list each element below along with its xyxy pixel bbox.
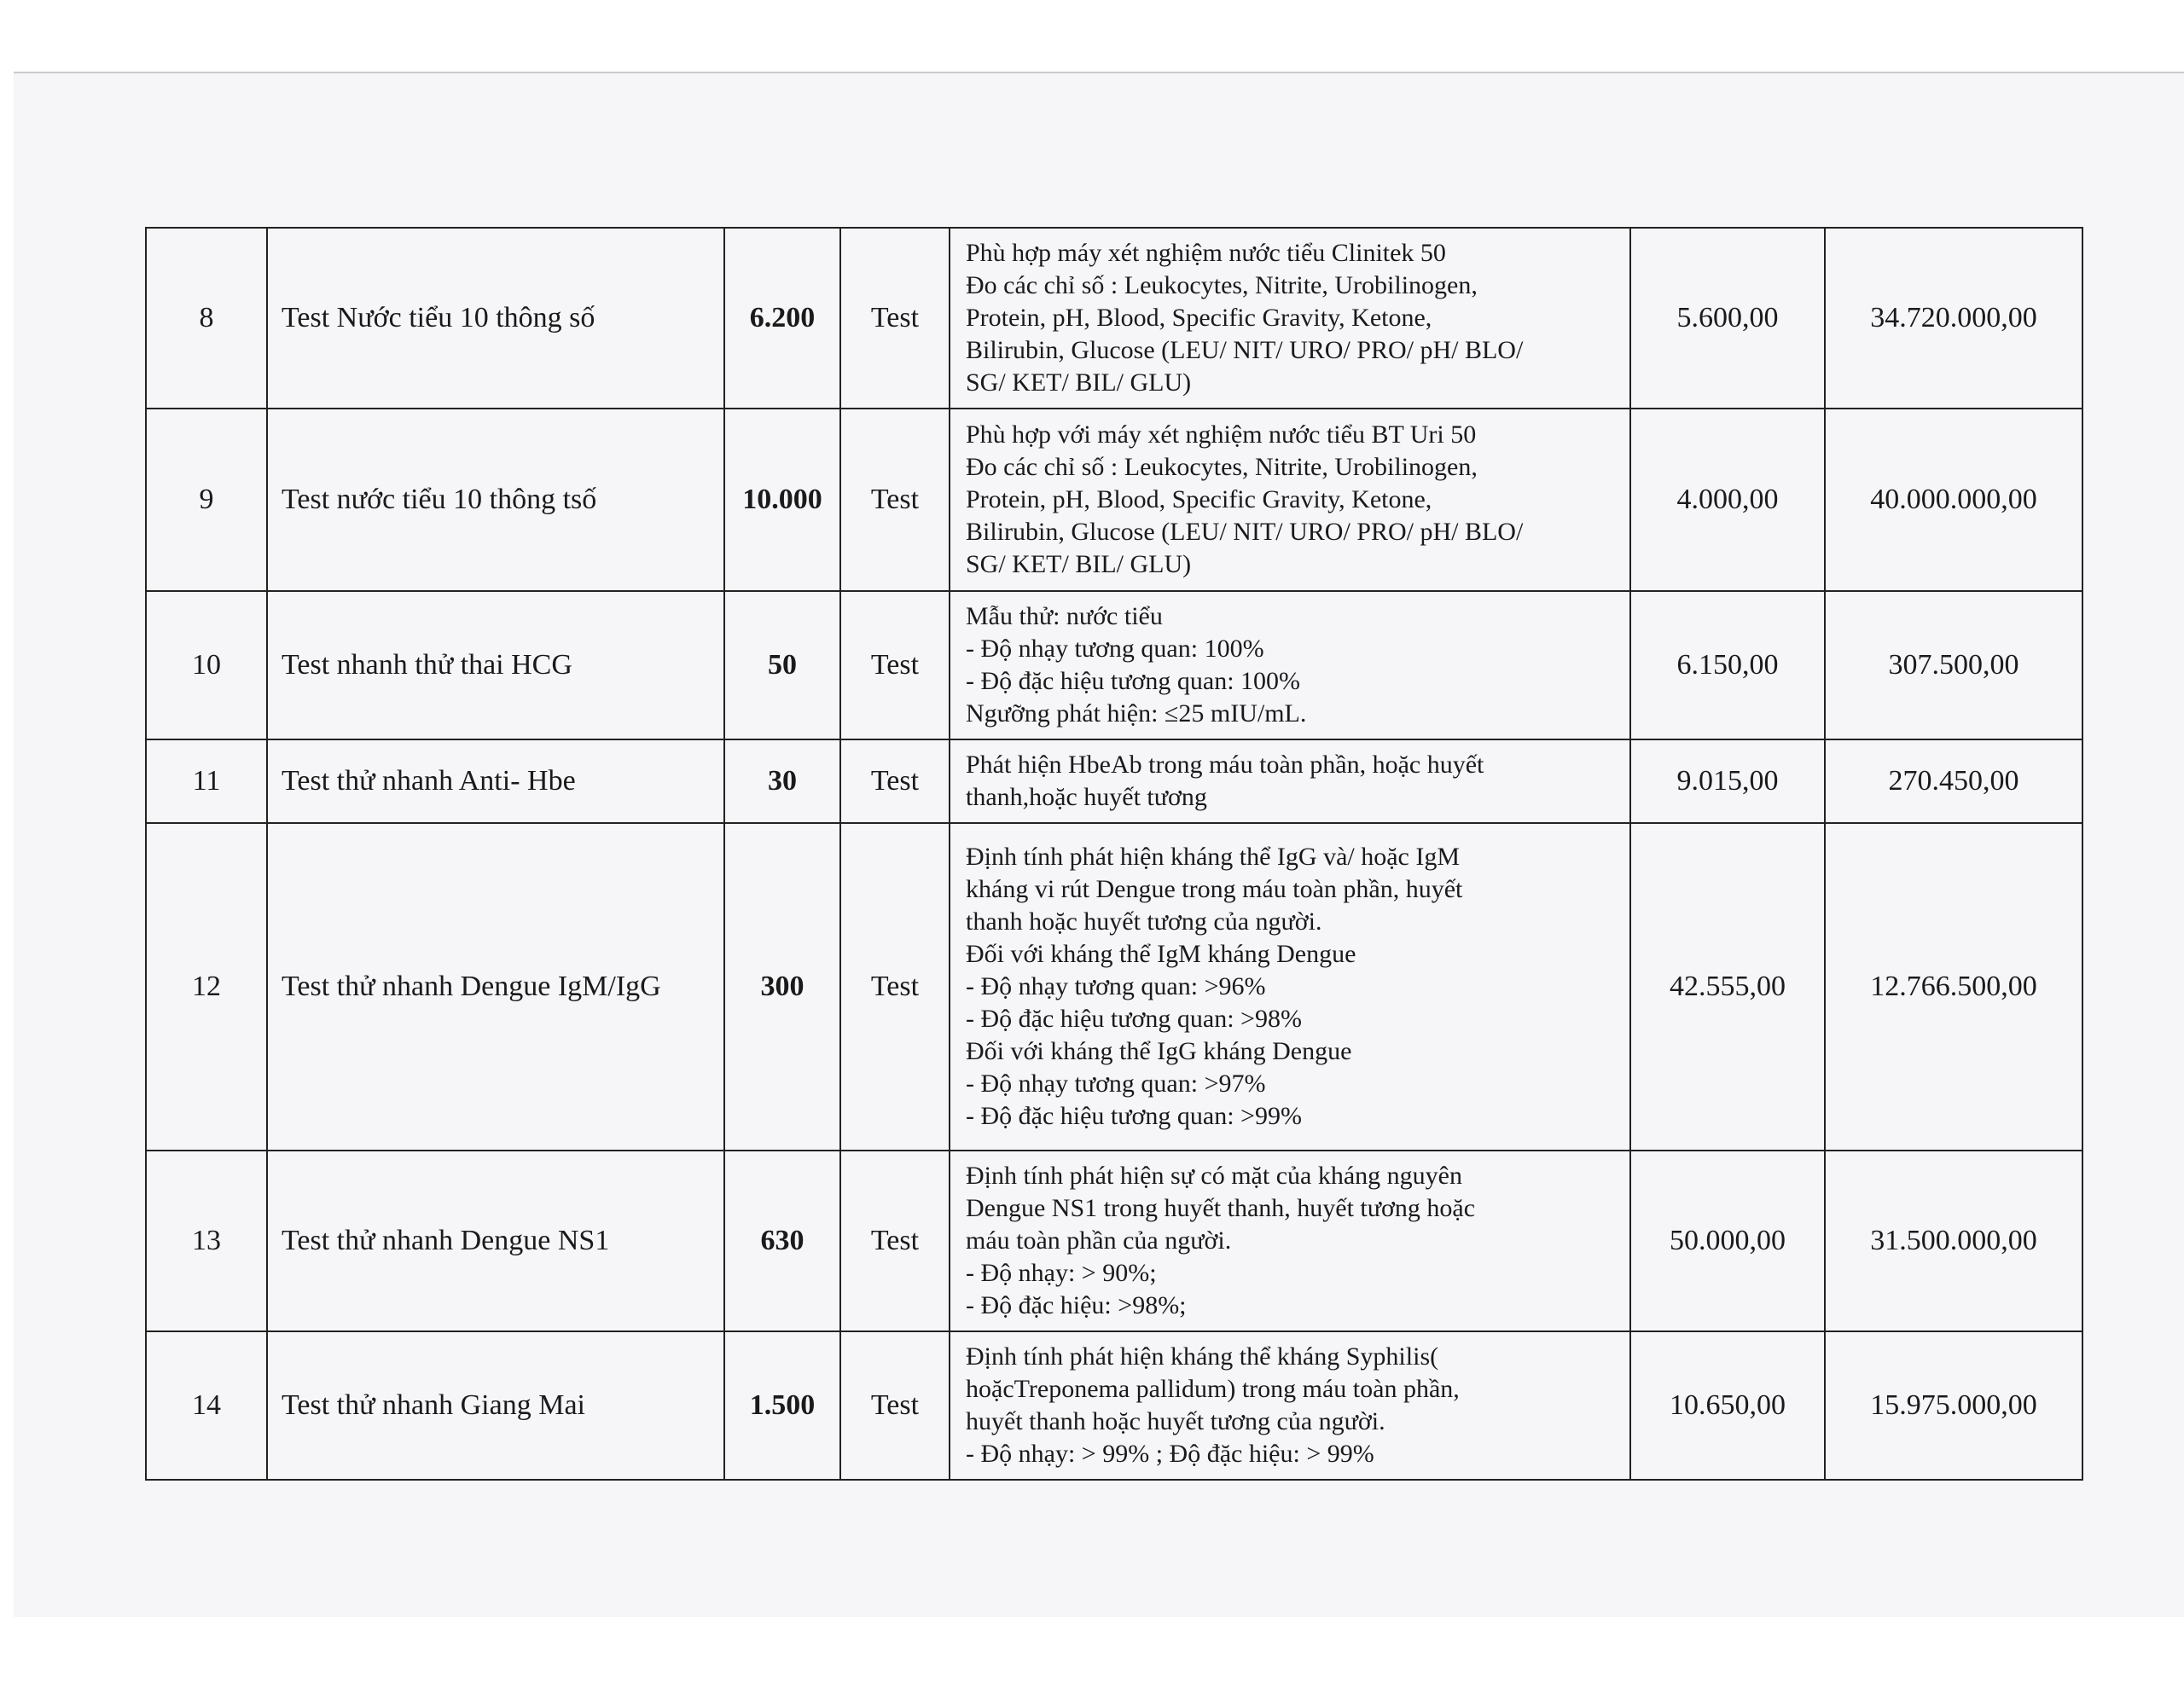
spec-line: Định tính phát hiện kháng thể IgG và/ hoặc IgM <box>966 843 1461 871</box>
row-number: 8 <box>146 228 267 409</box>
unit-price: 9.015,00 <box>1630 739 1825 823</box>
row-number: 14 <box>146 1331 267 1480</box>
quantity: 50 <box>724 591 840 739</box>
quantity: 30 <box>724 739 840 823</box>
unit: Test <box>840 1151 950 1331</box>
spec-line: - Độ đặc hiệu: >98%; <box>966 1291 1187 1319</box>
product-name: Test Nước tiểu 10 thông số <box>267 228 724 409</box>
product-name: Test nhanh thử thai HCG <box>267 591 724 739</box>
table-row <box>146 409 2082 591</box>
unit: Test <box>840 228 950 409</box>
product-spec-table <box>145 227 2083 1481</box>
spec-line: Bilirubin, Glucose (LEU/ NIT/ URO/ PRO/ pH/ BLO/ <box>966 336 1524 364</box>
spec-line: Đối với kháng thể IgM kháng Dengue <box>966 940 1356 968</box>
quantity: 10.000 <box>724 409 840 591</box>
spec-line: Định tính phát hiện sự có mặt của kháng nguyên <box>966 1162 1462 1190</box>
specification <box>950 1331 1630 1480</box>
spec-line: - Độ nhạy tương quan: >97% <box>966 1070 1266 1098</box>
spec-line: Ngưỡng phát hiện: ≤25 mIU/mL. <box>966 699 1307 728</box>
spec-line: Protein, pH, Blood, Specific Gravity, Ketone, <box>966 304 1432 332</box>
unit-price: 4.000,00 <box>1630 409 1825 591</box>
product-name: Test thử nhanh Dengue NS1 <box>267 1151 724 1331</box>
specification <box>950 823 1630 1151</box>
total-amount: 34.720.000,00 <box>1825 228 2082 409</box>
table-row <box>146 591 2082 739</box>
spec-line: - Độ đặc hiệu tương quan: >99% <box>966 1102 1302 1130</box>
spec-line: Dengue NS1 trong huyết thanh, huyết tương hoặc <box>966 1194 1476 1222</box>
unit-price: 6.150,00 <box>1630 591 1825 739</box>
unit-price: 42.555,00 <box>1630 823 1825 1151</box>
spec-line: - Độ nhạy tương quan: >96% <box>966 972 1266 1000</box>
total-amount: 12.766.500,00 <box>1825 823 2082 1151</box>
unit: Test <box>840 1331 950 1480</box>
unit-price: 10.650,00 <box>1630 1331 1825 1480</box>
product-name: Test nước tiểu 10 thông tsố <box>267 409 724 591</box>
unit-price: 5.600,00 <box>1630 228 1825 409</box>
spec-line: Bilirubin, Glucose (LEU/ NIT/ URO/ PRO/ pH/ BLO/ <box>966 518 1524 546</box>
spec-line: - Độ nhạy: > 99% ; Độ đặc hiệu: > 99% <box>966 1440 1374 1468</box>
table-row <box>146 1331 2082 1480</box>
spec-line: SG/ KET/ BIL/ GLU) <box>966 368 1192 397</box>
specification <box>950 591 1630 739</box>
total-amount: 307.500,00 <box>1825 591 2082 739</box>
spec-line: - Độ nhạy: > 90%; <box>966 1259 1157 1287</box>
spec-line: hoặcTreponema pallidum) trong máu toàn phần, <box>966 1375 1460 1403</box>
spec-line: kháng vi rút Dengue trong máu toàn phần, huyết <box>966 875 1463 903</box>
row-number: 12 <box>146 823 267 1151</box>
spec-line: máu toàn phần của người. <box>966 1226 1232 1255</box>
product-name: Test thử nhanh Giang Mai <box>267 1331 724 1480</box>
spec-line: thanh hoặc huyết tương của người. <box>966 907 1322 936</box>
total-amount: 270.450,00 <box>1825 739 2082 823</box>
specification <box>950 409 1630 591</box>
spec-line: Phù hợp với máy xét nghiệm nước tiểu BT Uri 50 <box>966 420 1477 449</box>
spec-line: Phù hợp máy xét nghiệm nước tiểu Clinitek 50 <box>966 239 1446 267</box>
total-amount: 40.000.000,00 <box>1825 409 2082 591</box>
spec-line: thanh,hoặc huyết tương <box>966 783 1207 811</box>
quantity: 1.500 <box>724 1331 840 1480</box>
unit: Test <box>840 591 950 739</box>
quantity: 300 <box>724 823 840 1151</box>
specification <box>950 1151 1630 1331</box>
spec-line: Định tính phát hiện kháng thể kháng Syphilis( <box>966 1342 1439 1371</box>
spec-line: - Độ nhạy tương quan: 100% <box>966 635 1264 663</box>
unit: Test <box>840 739 950 823</box>
table-row <box>146 1151 2082 1331</box>
row-number: 9 <box>146 409 267 591</box>
specification <box>950 739 1630 823</box>
spec-line: Protein, pH, Blood, Specific Gravity, Ketone, <box>966 485 1432 513</box>
product-name: Test thử nhanh Anti- Hbe <box>267 739 724 823</box>
row-number: 10 <box>146 591 267 739</box>
row-number: 13 <box>146 1151 267 1331</box>
total-amount: 31.500.000,00 <box>1825 1151 2082 1331</box>
spec-line: Mẫu thử: nước tiểu <box>966 602 1163 630</box>
spec-line: Đối với kháng thể IgG kháng Dengue <box>966 1037 1352 1065</box>
product-name: Test thử nhanh Dengue IgM/IgG <box>267 823 724 1151</box>
spec-line: huyết thanh hoặc huyết tương của người. <box>966 1407 1385 1435</box>
specification <box>950 228 1630 409</box>
quantity: 630 <box>724 1151 840 1331</box>
table-row <box>146 739 2082 823</box>
spec-line: - Độ đặc hiệu tương quan: 100% <box>966 667 1301 695</box>
quantity: 6.200 <box>724 228 840 409</box>
unit: Test <box>840 409 950 591</box>
unit-price: 50.000,00 <box>1630 1151 1825 1331</box>
table-row <box>146 228 2082 409</box>
spec-line: - Độ đặc hiệu tương quan: >98% <box>966 1005 1302 1033</box>
unit: Test <box>840 823 950 1151</box>
spec-line: Đo các chỉ số : Leukocytes, Nitrite, Urobilinogen, <box>966 271 1478 299</box>
spec-line: SG/ KET/ BIL/ GLU) <box>966 550 1192 578</box>
total-amount: 15.975.000,00 <box>1825 1331 2082 1480</box>
table-row <box>146 823 2082 1151</box>
spec-line: Đo các chỉ số : Leukocytes, Nitrite, Urobilinogen, <box>966 453 1478 481</box>
spec-line: Phát hiện HbeAb trong máu toàn phần, hoặc huyết <box>966 751 1484 779</box>
row-number: 11 <box>146 739 267 823</box>
